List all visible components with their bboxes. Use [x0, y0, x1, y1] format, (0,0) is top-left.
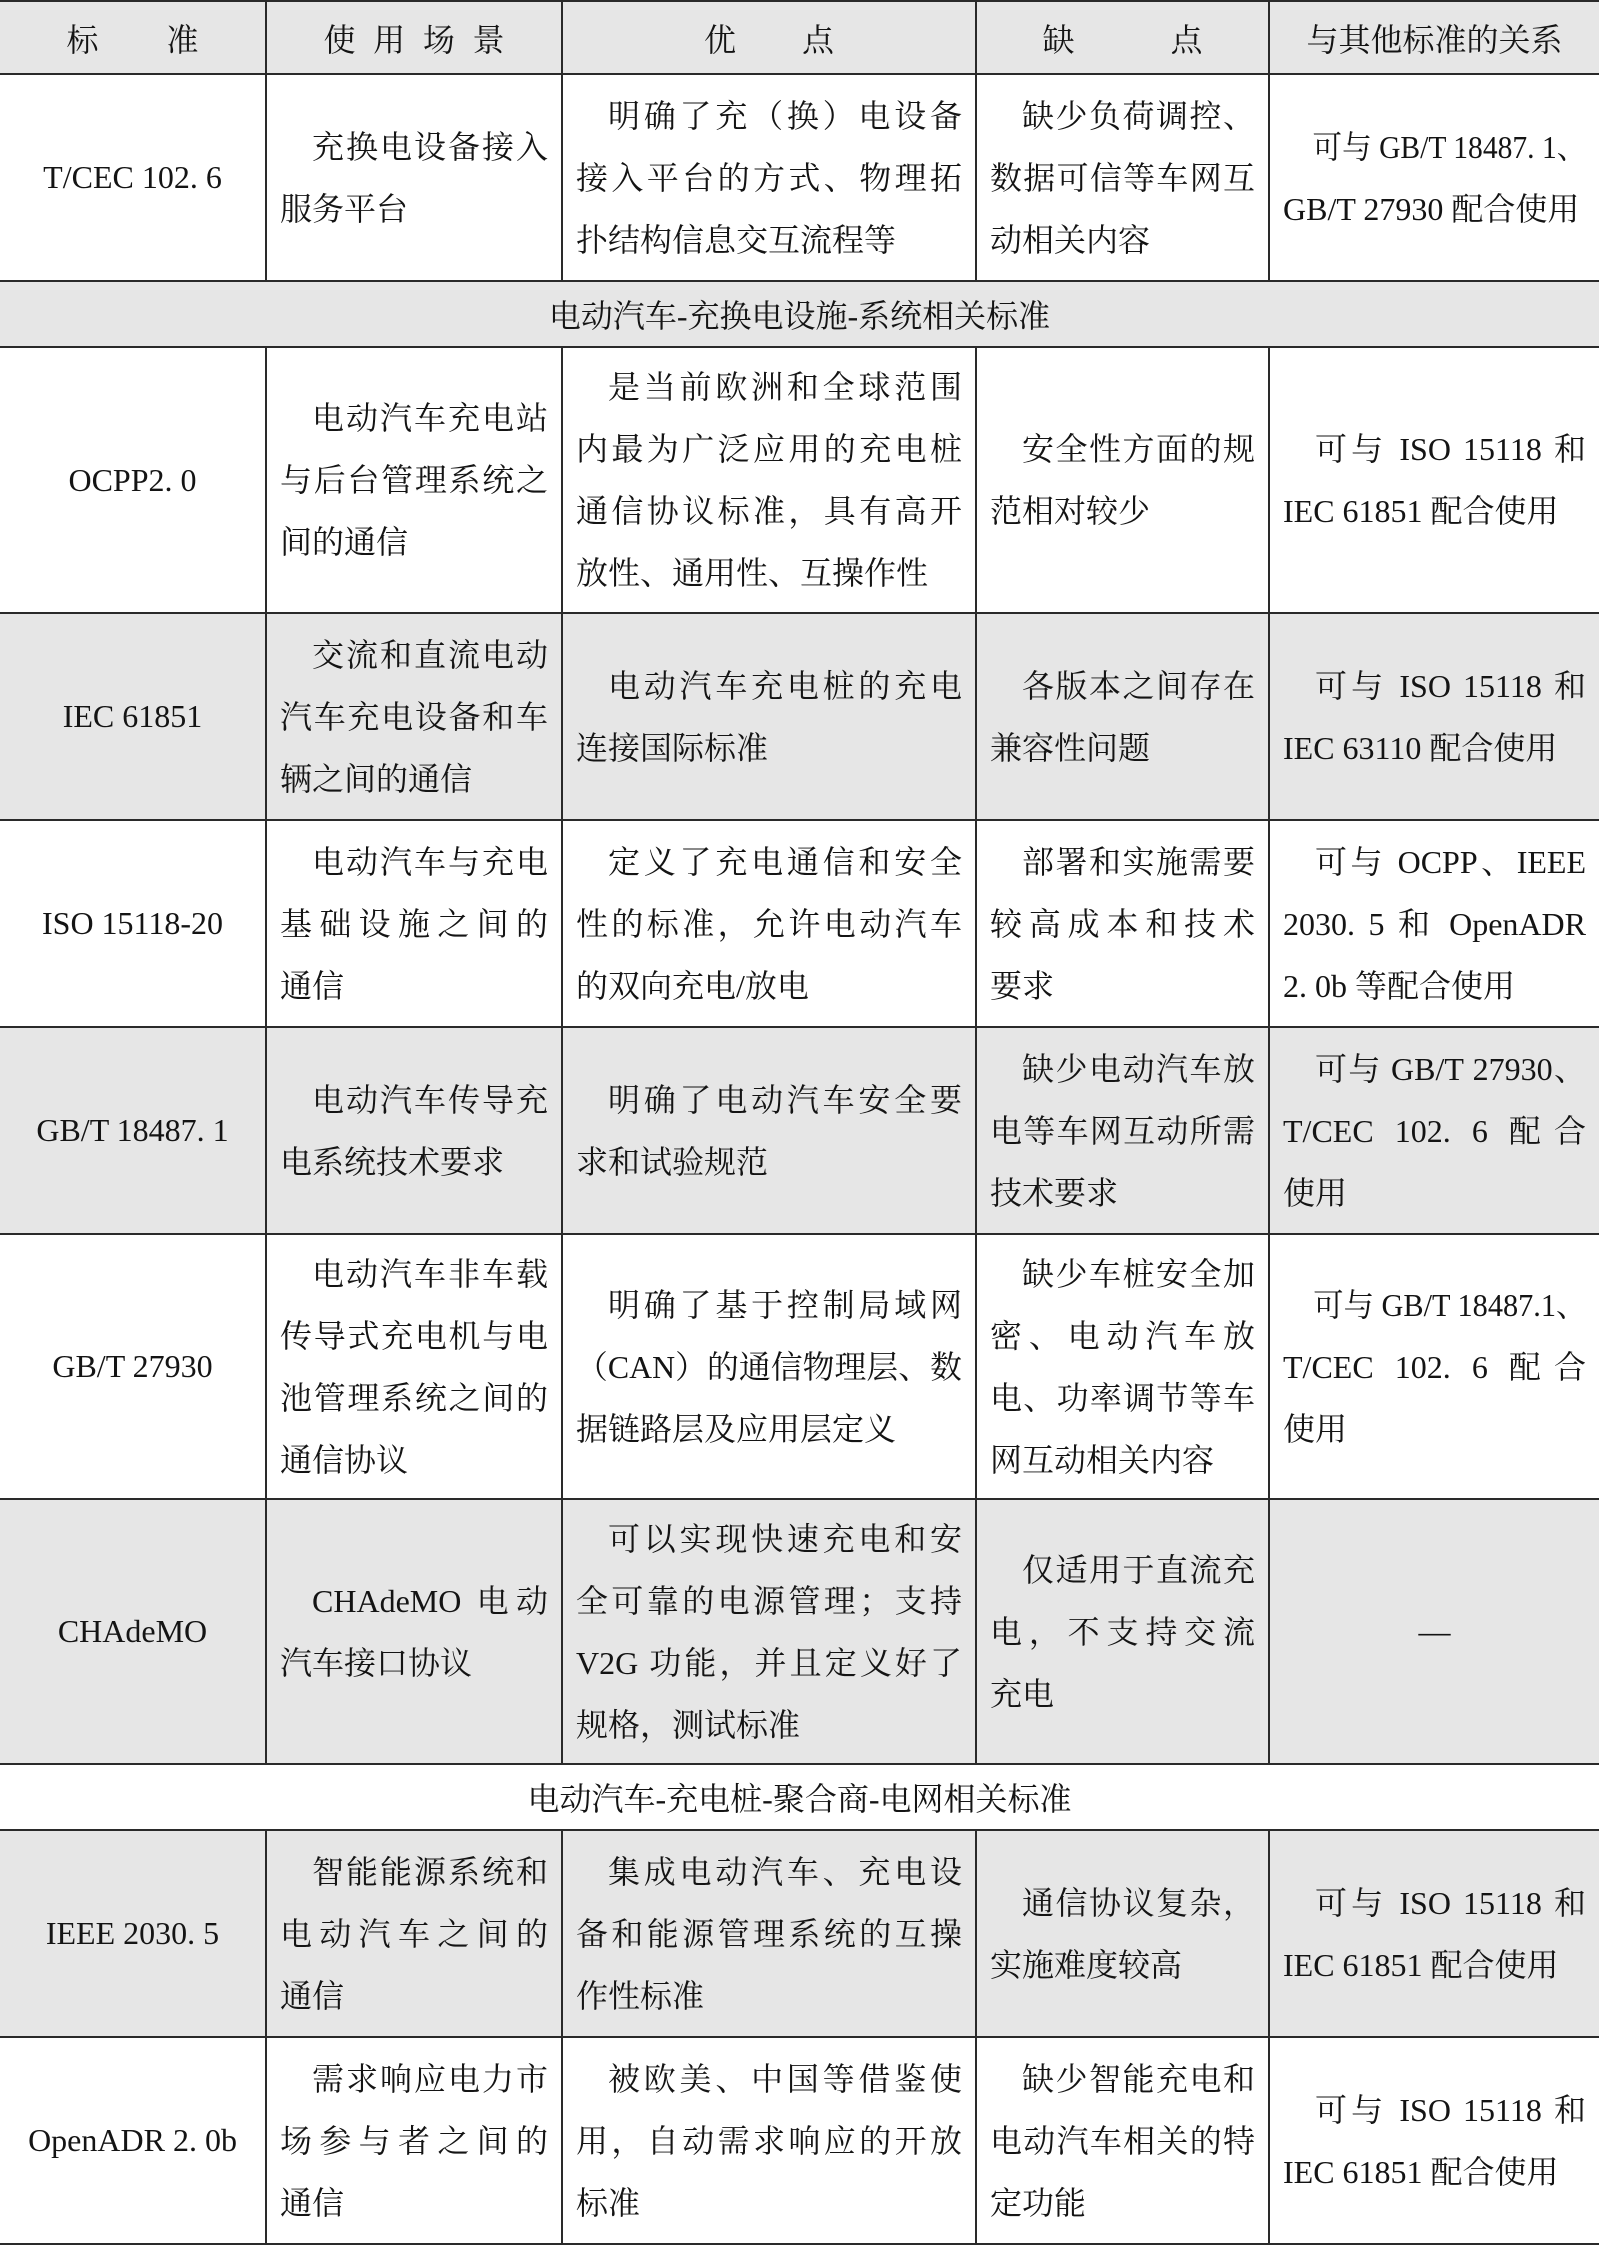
relations-line: IEC 61851 配合使用 — [1283, 493, 1559, 529]
header-relations-label: 与其他标准的关系 — [1306, 21, 1563, 58]
cons-cell — [977, 821, 1270, 1026]
pros-cell — [563, 1028, 977, 1233]
relations-cell — [1270, 1500, 1599, 1763]
relations-line: 可与 ISO 15118 和 — [1315, 2091, 1586, 2128]
relations-line: 可与 OCPP、IEEE — [1315, 843, 1586, 880]
pros-line: 明确了基于控制局域网 — [608, 1286, 962, 1323]
cons-cell — [977, 75, 1270, 280]
table-row — [0, 1500, 1599, 1765]
pros-line: 性的标准，允许电动汽车 — [576, 905, 962, 942]
standard-name: ISO 15118-20 — [41, 905, 224, 941]
table-row — [0, 1235, 1599, 1500]
cons-line: 较高成本和技术 — [990, 905, 1255, 942]
scenario-line: 电动汽车之间的 — [280, 1915, 548, 1952]
scenario-cell — [267, 75, 563, 280]
pros-line: 集成电动汽车、充电设 — [608, 1853, 962, 1890]
cons-line: 范相对较少 — [990, 493, 1151, 529]
pros-line: 通信协议标准，具有高开 — [576, 493, 962, 529]
pros-cell — [563, 2038, 977, 2243]
header-standard-label: 标准 — [66, 21, 199, 58]
standard-cell — [0, 1028, 267, 1233]
relations-line: 使用 — [1283, 1410, 1348, 1447]
cons-line: 安全性方面的规 — [1022, 431, 1255, 467]
header-cons — [977, 2, 1270, 73]
table-row — [0, 1028, 1599, 1235]
pros-line: 定义了充电通信和安全 — [608, 843, 962, 880]
cons-line: 各版本之间存在 — [1022, 667, 1255, 704]
pros-cell — [563, 1831, 977, 2036]
pros-line: 明确了电动汽车安全要 — [608, 1081, 962, 1118]
cons-line: 兼容性问题 — [990, 729, 1151, 766]
cons-line: 定功能 — [990, 2184, 1087, 2221]
relations-line: GB/T 27930 配合使用 — [1283, 190, 1580, 227]
table-row — [0, 821, 1599, 1028]
relations-cell — [1270, 821, 1599, 1026]
relations-line: 可与 GB/T 18487.1、 — [1313, 1286, 1587, 1323]
scenario-line: 通信 — [280, 967, 345, 1004]
standard-cell — [0, 2038, 267, 2243]
relations-line: 可与 GB/T 27930、 — [1315, 1050, 1586, 1087]
header-pros — [563, 2, 977, 73]
scenario-line: 通信 — [280, 1977, 345, 2014]
section-header-row — [0, 1765, 1599, 1831]
section-title: 电动汽车-充换电设施-系统相关标准 — [548, 298, 1051, 334]
header-scenario — [267, 2, 563, 73]
scenario-line: 通信 — [280, 2184, 345, 2221]
header-scenario-label: 使用场景 — [323, 21, 505, 58]
cons-cell — [977, 614, 1270, 819]
pros-cell — [563, 821, 977, 1026]
scenario-line: 通信协议 — [280, 1441, 409, 1478]
table-row — [0, 348, 1599, 614]
scenario-cell — [267, 1235, 563, 1498]
pros-line: 放性、通用性、互操作性 — [576, 555, 929, 591]
pros-cell — [563, 348, 977, 612]
table-header-row — [0, 0, 1599, 75]
cons-line: 实施难度较高 — [990, 1946, 1183, 1983]
cons-line: 电、功率调节等车 — [990, 1379, 1255, 1416]
standard-name: IEC 61851 — [62, 698, 203, 734]
cons-line: 仅适用于直流充 — [1022, 1551, 1255, 1588]
cons-line: 电等车网互动所需 — [990, 1112, 1255, 1149]
pros-cell — [563, 1500, 977, 1763]
relations-cell — [1270, 1235, 1599, 1498]
pros-line: 规格，测试标准 — [576, 1706, 801, 1743]
pros-line: 扑结构信息交互流程等 — [576, 221, 897, 258]
relations-line: IEC 61851 配合使用 — [1283, 1946, 1559, 1983]
cons-line: 技术要求 — [990, 1174, 1119, 1211]
pros-line: 可以实现快速充电和安 — [608, 1520, 962, 1557]
cons-cell — [977, 2038, 1270, 2243]
scenario-line: 汽车接口协议 — [280, 1644, 473, 1681]
scenario-line: 电动汽车非车载 — [312, 1255, 548, 1292]
pros-line: 内最为广泛应用的充电桩 — [576, 431, 962, 467]
cons-cell — [977, 1500, 1270, 1763]
scenario-cell — [267, 1500, 563, 1763]
scenario-line: 交流和直流电动 — [312, 636, 548, 673]
header-pros-label: 优点 — [704, 21, 834, 58]
section-title: 电动汽车-充电桩-聚合商-电网相关标准 — [527, 1781, 1072, 1817]
pros-line: 电动汽车充电桩的充电 — [608, 667, 962, 704]
scenario-line: 电动汽车传导充 — [312, 1081, 548, 1118]
pros-line: 被欧美、中国等借鉴使 — [608, 2060, 962, 2097]
cons-line: 数据可信等车网互 — [990, 159, 1255, 196]
cons-line: 要求 — [990, 967, 1055, 1004]
cons-line: 缺少电动汽车放 — [1022, 1050, 1255, 1087]
standard-cell — [0, 614, 267, 819]
pros-line: 据链路层及应用层定义 — [576, 1410, 897, 1447]
relations-line: T/CEC 102. 6 配合 — [1283, 1348, 1586, 1385]
scenario-line: 基础设施之间的 — [280, 905, 548, 942]
cons-line: 缺少车桩安全加 — [1022, 1255, 1255, 1292]
cons-line: 电，不支持交流 — [990, 1613, 1255, 1650]
scenario-line: 与后台管理系统之 — [280, 462, 548, 498]
pros-cell — [563, 1235, 977, 1498]
cons-line: 通信协议复杂， — [1022, 1884, 1255, 1921]
cons-cell — [977, 348, 1270, 612]
scenario-line: 场参与者之间的 — [280, 2122, 548, 2159]
header-relations — [1270, 2, 1599, 73]
relations-line: IEC 61851 配合使用 — [1283, 2153, 1559, 2190]
scenario-line: 电系统技术要求 — [280, 1143, 505, 1180]
relations-cell — [1270, 75, 1599, 280]
scenario-line: 间的通信 — [280, 524, 409, 560]
cons-cell — [977, 1831, 1270, 2036]
cons-line: 动相关内容 — [990, 221, 1151, 258]
pros-line: 用，自动需求响应的开放 — [576, 2122, 962, 2159]
cons-line: 部署和实施需要 — [1022, 843, 1255, 880]
pros-cell — [563, 75, 977, 280]
cons-line: 密、电动汽车放 — [990, 1317, 1255, 1354]
standard-cell — [0, 1831, 267, 2036]
scenario-cell — [267, 2038, 563, 2243]
table-row — [0, 75, 1599, 282]
pros-line: 接入平台的方式、物理拓 — [576, 159, 962, 196]
pros-line: 标准 — [576, 2184, 641, 2221]
relations-line: 可与 ISO 15118 和 — [1315, 1884, 1586, 1921]
relations-cell — [1270, 2038, 1599, 2243]
scenario-line: 电动汽车与充电 — [312, 843, 548, 880]
pros-line: （CAN）的通信物理层、数 — [576, 1348, 962, 1385]
pros-line: V2G 功能，并且定义好了 — [576, 1644, 962, 1681]
pros-line: 全可靠的电源管理；支持 — [576, 1582, 962, 1619]
relations-line: 可与 GB/T 18487. 1、 — [1312, 128, 1587, 165]
cons-cell — [977, 1235, 1270, 1498]
scenario-line: 需求响应电力市 — [312, 2060, 548, 2097]
scenario-cell — [267, 1831, 563, 2036]
standard-cell — [0, 348, 267, 612]
scenario-line: 汽车充电设备和车 — [280, 698, 548, 735]
scenario-line: CHAdeMO 电动 — [312, 1582, 548, 1619]
pros-line: 作性标准 — [576, 1977, 705, 2014]
section-header-row — [0, 282, 1599, 348]
relations-line: 可与 ISO 15118 和 — [1315, 431, 1586, 467]
pros-line: 求和试验规范 — [576, 1143, 769, 1180]
standard-cell — [0, 821, 267, 1026]
pros-line: 连接国际标准 — [576, 729, 769, 766]
standard-name: GB/T 27930 — [52, 1348, 213, 1384]
pros-line: 的双向充电/放电 — [576, 967, 809, 1004]
relations-cell — [1270, 614, 1599, 819]
table-row — [0, 1831, 1599, 2038]
scenario-cell — [267, 1028, 563, 1233]
pros-cell — [563, 614, 977, 819]
cons-cell — [977, 1028, 1270, 1233]
pros-line: 是当前欧洲和全球范围 — [608, 369, 962, 405]
relations-line: 2030. 5 和 OpenADR — [1283, 905, 1586, 942]
scenario-line: 传导式充电机与电 — [280, 1317, 548, 1354]
relations-line: 2. 0b 等配合使用 — [1283, 967, 1516, 1004]
relations-dash: — — [1418, 1613, 1451, 1649]
header-standard — [0, 2, 267, 73]
scenario-line: 辆之间的通信 — [280, 760, 473, 797]
relations-cell — [1270, 348, 1599, 612]
scenario-line: 充换电设备接入 — [312, 128, 548, 165]
relations-line: IEC 63110 配合使用 — [1283, 729, 1558, 766]
table-row — [0, 614, 1599, 821]
table-row — [0, 2038, 1599, 2245]
cons-line: 充电 — [990, 1675, 1055, 1712]
scenario-cell — [267, 614, 563, 819]
relations-line: 可与 ISO 15118 和 — [1315, 667, 1586, 704]
cons-line: 电动汽车相关的特 — [990, 2122, 1255, 2159]
cons-line: 缺少智能充电和 — [1022, 2060, 1255, 2097]
relations-cell — [1270, 1028, 1599, 1233]
standard-name: OCPP2. 0 — [68, 461, 197, 498]
standard-cell — [0, 1235, 267, 1498]
standard-name: OpenADR 2. 0b — [28, 2122, 237, 2158]
standard-name: CHAdeMO — [57, 1613, 208, 1649]
relations-line: T/CEC 102. 6 配合 — [1283, 1112, 1586, 1149]
standard-name: IEEE 2030. 5 — [45, 1915, 220, 1951]
scenario-line: 电动汽车充电站 — [312, 400, 548, 436]
scenario-cell — [267, 348, 563, 612]
relations-cell — [1270, 1831, 1599, 2036]
pros-line: 明确了充（换）电设备 — [608, 97, 962, 134]
scenario-cell — [267, 821, 563, 1026]
scenario-line: 池管理系统之间的 — [280, 1379, 548, 1416]
scenario-line: 服务平台 — [280, 190, 409, 227]
standard-name: T/CEC 102. 6 — [43, 159, 222, 195]
cons-line: 网互动相关内容 — [990, 1441, 1215, 1478]
standard-cell — [0, 1500, 267, 1763]
standard-cell — [0, 75, 267, 280]
scenario-line: 智能能源系统和 — [312, 1853, 548, 1890]
header-cons-label: 缺点 — [1042, 21, 1203, 58]
cons-line: 缺少负荷调控、 — [1022, 97, 1255, 134]
relations-line: 使用 — [1283, 1174, 1348, 1211]
standard-name: GB/T 18487. 1 — [36, 1112, 229, 1148]
pros-line: 备和能源管理系统的互操 — [576, 1915, 962, 1952]
